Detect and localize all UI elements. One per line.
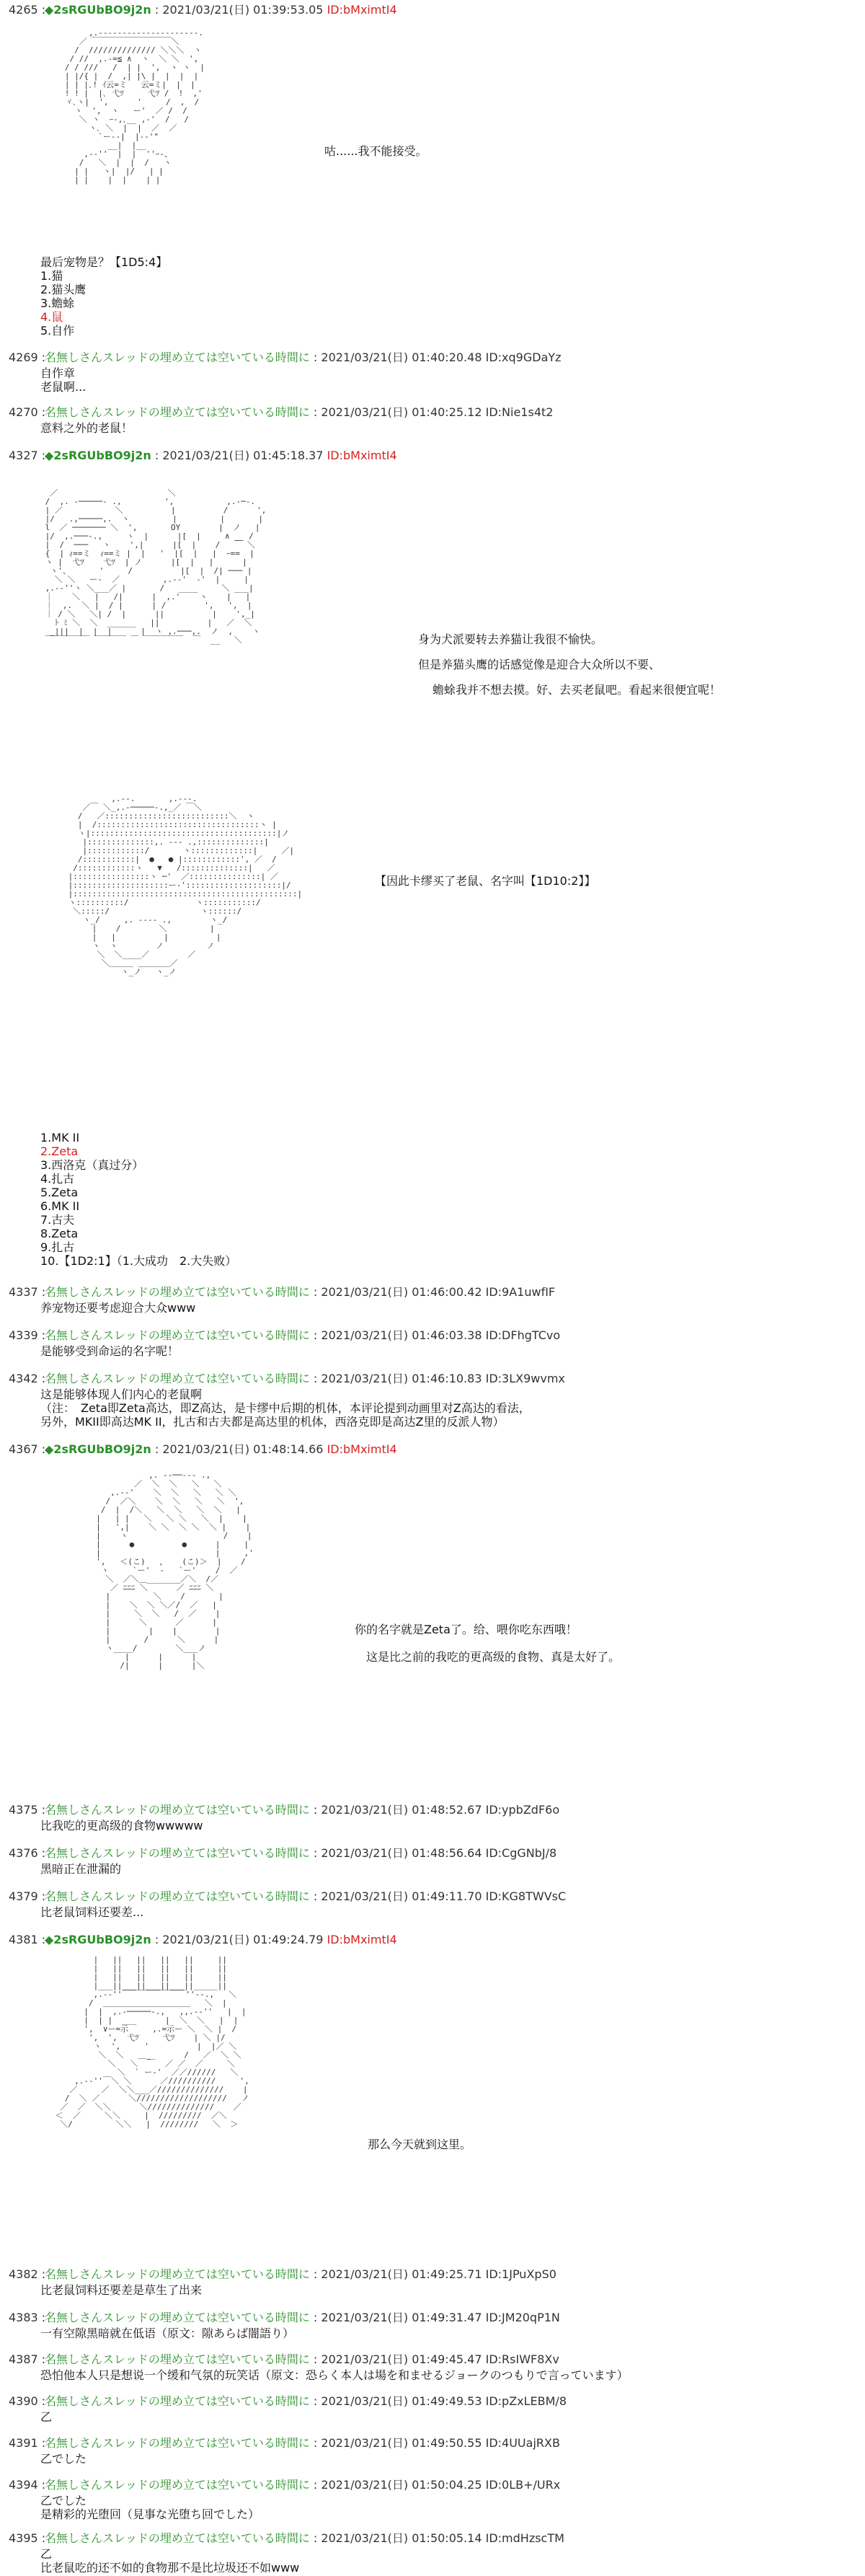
poster-name[interactable]: 名無しさんスレッドの埋め立ては空いている時間に [45, 1372, 310, 1385]
post-date: 2021/03/21(日) 01:46:00.42 [321, 1285, 482, 1299]
post-date: 2021/03/21(日) 01:50:05.14 [321, 2531, 482, 2545]
post-date: 2021/03/21(日) 01:46:03.38 [321, 1328, 482, 1342]
separator: : [151, 3, 163, 17]
poster-id[interactable]: ID:CgGNbJ/8 [485, 1846, 557, 1860]
post-4382 [0, 2267, 865, 2297]
poster-id[interactable]: ID:xq9GDaYz [485, 350, 562, 364]
post-number: 4395 : [9, 2531, 46, 2545]
post-number: 4270 : [9, 405, 46, 419]
post-date: 2021/03/21(日) 01:49:31.47 [321, 2311, 482, 2324]
post-number: 4379 : [9, 1889, 46, 1903]
body-line: 3.蟾蜍 [40, 296, 75, 310]
separator: : [309, 2352, 321, 2366]
separator: : [309, 1285, 321, 1299]
body-line: 比老鼠吃的还不如的食物那不是比垃圾还不如www [40, 2561, 300, 2575]
post-number: 4375 : [9, 1803, 46, 1817]
post-header [0, 1889, 865, 1905]
post-body [40, 255, 167, 338]
poster-id[interactable]: ID:ypbZdF6o [485, 1803, 560, 1817]
speech-line: 咕......我不能接受。 [324, 144, 427, 158]
separator: : [151, 1442, 163, 1456]
post-date: 2021/03/21(日) 01:45:18.37 [162, 449, 324, 462]
post-number: 4390 : [9, 2394, 46, 2408]
post-date: 2021/03/21(日) 01:49:11.70 [321, 1889, 482, 1903]
poster-id[interactable]: ID:0LB+/URx [485, 2478, 561, 2492]
poster-name[interactable]: 名無しさんスレッドの埋め立ては空いている時間に [45, 350, 310, 364]
body-line-selected: 4.鼠 [40, 310, 63, 324]
post-date: 2021/03/21(日) 01:49:25.71 [321, 2267, 482, 2281]
post-header [0, 2436, 865, 2452]
body-line: 比我吃的更高级的食物wwwww [40, 1819, 203, 1832]
post-4375 [0, 1803, 865, 1832]
poster-id[interactable]: ID:bMximtI4 [327, 3, 397, 17]
body-line: 养宠物还要考虑迎合大众www [40, 1301, 196, 1315]
post-number: 4337 : [9, 1285, 46, 1299]
post-header [0, 3, 865, 19]
poster-name[interactable]: 名無しさんスレッドの埋め立ては空いている時間に [45, 2436, 310, 2450]
body-line: 自作章 [40, 366, 76, 380]
body-line: 黑暗正在泄漏的 [40, 1862, 122, 1876]
post-header [0, 1328, 865, 1344]
poster-id[interactable]: ID:JM20qP1N [485, 2311, 560, 2324]
post-body [40, 2368, 629, 2382]
body-line: 乙でした [40, 2452, 87, 2466]
poster-name[interactable]: 名無しさんスレッドの埋め立ては空いている時間に [45, 2267, 310, 2281]
poster-id[interactable]: ID:RsIWF8Xv [485, 2352, 559, 2366]
separator: : [309, 1803, 321, 1817]
post-body [40, 1131, 236, 1268]
poster-id[interactable]: ID:mdHzscTM [485, 2531, 564, 2545]
body-line: 1.MK II [40, 1131, 80, 1144]
speech-line: 这是比之前的我吃的更高级的食物、真是太好了。 [366, 1650, 621, 1664]
post-4387 [0, 2352, 865, 2382]
separator: : [309, 2478, 321, 2492]
post-header [0, 2478, 865, 2494]
post-4394 [0, 2478, 865, 2521]
speech-line: 【因此卡缪买了老鼠、名字叫【1D10:2】】 [375, 874, 596, 888]
poster-id[interactable]: ID:1JPuXpS0 [485, 2267, 556, 2281]
post-4337 [0, 1285, 865, 1315]
post-body [40, 366, 86, 394]
body-line: 一有空隙黑暗就在低语（原文：隙あらば闇語り） [40, 2326, 295, 2340]
separator: : [309, 1372, 321, 1385]
body-line: 5.Zeta [40, 1186, 79, 1199]
post-number: 4367 : [9, 1442, 46, 1456]
post-header [0, 1442, 865, 1458]
body-line: 8.Zeta [40, 1227, 79, 1240]
separator: : [309, 2394, 321, 2408]
post-body [40, 2547, 299, 2575]
post-4379 [0, 1889, 865, 1919]
speech-line: 身为犬派要转去养猫让我很不愉快。 [418, 632, 603, 646]
separator: : [309, 2531, 321, 2545]
post-body [40, 1819, 203, 1832]
body-line: 恐怕他本人只是想说一个缓和气氛的玩笑话（原文：恐らく本人は場を和ませるジョークのつもりで言っています） [40, 2368, 629, 2382]
poster-trip[interactable]: ◆2sRGUbBO9j2n [45, 1933, 151, 1946]
poster-id[interactable]: ID:9A1uwfIF [485, 1285, 556, 1299]
body-line: 7.古夫 [40, 1213, 75, 1227]
post-date: 2021/03/21(日) 01:48:14.66 [162, 1442, 324, 1456]
post-4367 [0, 1442, 865, 1670]
post-body [40, 1862, 121, 1876]
ascii-art-camus-owl: ／ ＼ / ,. -─────- ., ', ,.-─-. | ／ ＼ | / ', |/ .,─────,. ヽ | | | l ／ ─────── ＼ ', OY | ノ | |/ ,.───-., ヽ | |[ | ∧ __ / | / ─── ヽ ',| |[ | / ￣ ＼ { | ｨ==ミ ｨ==ミ | | ' |[ | | ｰ== | ヽ | 弋ﾂ 弋ﾂ | ノ |[ | | | ヽ'、 ' / |[ | /| ─── | ＼ ＼ ー‐ ／ ,.-‐' ‐' | | ,.-‐''ヽ ＼___／ | / ____ ＼ ___| ｜ ＼ | /| | ,.' ヽ | | ｜ ,. ＼ | / | | / ', ', | ｜ / ＼ ＼| / | || | ',_| ﾄ ﾐ ＼ ＼ ______ || | ／ ＼ _|||_ | | | | ヽ ,.───,. ノ , ヽ ￣￣￣ ￣￣ ￣￣￣￣ ￣ ￣￣￣￣￣ ￣ __ ＼ [45, 488, 267, 645]
body-line: 1.猫 [40, 269, 63, 283]
poster-name[interactable]: 名無しさんスレッドの埋め立ては空いている時間に [45, 2311, 310, 2324]
post-4376 [0, 1846, 865, 1876]
body-line: 6.MK II [40, 1199, 80, 1213]
poster-id[interactable]: ID:KG8TWVsC [485, 1889, 567, 1903]
post-number: 4265 : [9, 3, 46, 17]
post-date: 2021/03/21(日) 01:49:24.79 [162, 1933, 324, 1946]
post-4265 [0, 3, 865, 338]
body-line: 5.自作 [40, 324, 75, 338]
post-body [40, 2326, 294, 2340]
post-header [0, 1803, 865, 1819]
separator: : [151, 449, 163, 462]
poster-name[interactable]: 名無しさんスレッドの埋め立ては空いている時間に [45, 2352, 310, 2366]
poster-id[interactable]: ID:DFhgTCvo [485, 1328, 561, 1342]
body-line: 2.猫头鹰 [40, 283, 86, 296]
post-4395 [0, 2531, 865, 2575]
body-line: 这是能够体现人们内心的老鼠啊 [40, 1388, 203, 1401]
post-date: 2021/03/21(日) 01:46:10.83 [321, 1372, 482, 1385]
post-body [40, 2410, 52, 2424]
poster-id[interactable]: ID:3LX9wvmx [485, 1372, 565, 1385]
separator: : [309, 2436, 321, 2450]
poster-name[interactable]: 名無しさんスレッドの埋め立ては空いている時間に [45, 1328, 310, 1342]
body-line: 乙 [40, 2547, 53, 2561]
speech-line: 蟾蜍我并不想去摸。好、去买老鼠吧。看起来很便宜呢！ [432, 683, 722, 697]
separator: : [309, 350, 321, 364]
post-date: 2021/03/21(日) 01:48:52.67 [321, 1803, 482, 1817]
body-line: 比老鼠饲料还要差是草生了出来 [40, 2283, 203, 2297]
poster-name[interactable]: 名無しさんスレッドの埋め立ては空いている時間に [45, 2394, 310, 2408]
poster-trip[interactable]: ◆2sRGUbBO9j2n [45, 1442, 151, 1456]
body-line: 4.扎古 [40, 1172, 75, 1186]
post-header [0, 2352, 865, 2368]
post-header [0, 2394, 865, 2410]
post-body [40, 421, 133, 435]
post-date: 2021/03/21(日) 01:40:25.12 [321, 405, 482, 419]
post-4327 [0, 449, 865, 1268]
post-number: 4383 : [9, 2311, 46, 2324]
post-header [0, 2311, 865, 2326]
poster-trip[interactable]: ◆2sRGUbBO9j2n [45, 449, 151, 462]
separator: : [309, 1328, 321, 1342]
post-body [40, 1388, 531, 1429]
poster-id[interactable]: ID:Nie1s4t2 [485, 405, 554, 419]
post-body [40, 1344, 179, 1358]
ascii-art-camus-dark: | || || || || || | || || || || || | || || || || || |___||___||___||___||_____|| ,.-‐''￣￣￣￣￣￣￣￣''‐-., ＼ / ＿＿＿＿＿＿＿＿＿＿＿ ＼ | | | ,.-─────-., ,,.-‐'' | | | | | ___ | ＼ ＼ | | ', ∨ー=示 ,.=示ー ＼ ＼ | / ', ', 弋ﾂ 弋ﾂ | ＼ |/ ヽ ', ' | |／ ＼ ＼ ＼ ＿_ / ／ ＼ ＼ ＼ ＼ ￣ ／ ／ ／ ＼ ＼ ` ー‐' ／／////// ＼ ,.-‐''￣＼ ＼ ／////////// ', ／ ／ ＼＼___／////////////// | / ＼ ／ ＼/////////////////// ノ ／ ／ ＼＼ ＼////////////// ／ ＜ ／ ＼＼ | ///////// ／＼ ＼/ ＼＼ | //////// ＼ ＞ [55, 1955, 249, 2129]
post-header [0, 1933, 865, 1949]
separator: : [309, 2311, 321, 2324]
poster-name[interactable]: 名無しさんスレッドの埋め立ては空いている時間に [45, 2531, 310, 2545]
post-body [40, 1301, 195, 1315]
poster-name[interactable]: 名無しさんスレッドの埋め立ては空いている時間に [45, 405, 310, 419]
post-header [0, 2531, 865, 2547]
post-number: 4339 : [9, 1328, 46, 1342]
post-header [0, 2267, 865, 2283]
post-number: 4381 : [9, 1933, 46, 1946]
poster-id[interactable]: ID:4UUajRXB [485, 2436, 560, 2450]
body-line: 乙でした [40, 2494, 87, 2507]
post-header [0, 449, 865, 464]
body-line: 意料之外的老鼠！ [40, 421, 133, 435]
poster-name[interactable]: 名無しさんスレッドの埋め立ては空いている時間に [45, 2478, 310, 2492]
post-number: 4269 : [9, 350, 46, 364]
body-line: 乙 [40, 2410, 53, 2424]
poster-id[interactable]: ID:bMximtI4 [327, 449, 397, 462]
separator: : [151, 1933, 163, 1946]
body-line: 是精彩的光堕回（見事な光堕ち回でした） [40, 2507, 260, 2521]
ascii-art-camus-1: ,.---------------------. ／ ￣￣￣￣￣￣￣￣￣￣＼ / ////////////// ＼＼＼ ヽ / // ,.-=≦ ∧ ヽ ＼ ＼ ', / / /// / | | ', ヽ ヽ | | |/{ | / ,| |\ | | | | | | |､! ｲ云=ミ 云=ミ| | | ! ! | |､ 弋ﾂ 弋ﾂ / ! ,' ヾ､ヽ| ', ' / , / ヽ ', ヽ ー' ／ / / ＼ ヽ ｰ-,､__ ,-' / / ヽ､ ＼ | | ／ ／ `ー--| |-‐'" __| |__ ,-‐'' | | ''ｰ-、 / ＼ | | / ヽ | | ヽ| |/ | | | | | | | | [64, 28, 205, 185]
body-line: 3.西洛克（真过分） [40, 1158, 144, 1172]
post-date: 2021/03/21(日) 01:49:49.53 [321, 2394, 482, 2408]
post-4391 [0, 2436, 865, 2466]
post-body [40, 2452, 86, 2466]
post-header [0, 350, 865, 366]
post-header [0, 1285, 865, 1301]
poster-trip[interactable]: ◆2sRGUbBO9j2n [45, 3, 151, 17]
post-header [0, 405, 865, 421]
body-line: 9.扎古 [40, 1240, 75, 1254]
post-4339 [0, 1328, 865, 1358]
post-4390 [0, 2394, 865, 2424]
poster-id[interactable]: ID:bMximtI4 [327, 1933, 397, 1946]
poster-id[interactable]: ID:bMximtI4 [327, 1442, 397, 1456]
body-line: 另外，MKII即高达MK II，扎古和古夫都是高达里的机体，西洛克即是高达Z里的反派人物） [40, 1415, 505, 1429]
post-header [0, 1372, 865, 1388]
post-body [40, 2283, 202, 2297]
post-4270 [0, 405, 865, 435]
post-number: 4387 : [9, 2352, 46, 2366]
speech-line: 那么今天就到这里。 [368, 2138, 472, 2151]
post-number: 4342 : [9, 1372, 46, 1385]
post-date: 2021/03/21(日) 01:40:20.48 [321, 350, 482, 364]
body-line: 最后宠物是？【1D5:4】 [40, 255, 168, 269]
post-4381 [0, 1933, 865, 2151]
speech-line: 你的名字就是Zeta了。给、喂你吃东西哦！ [355, 1623, 577, 1636]
separator: : [309, 2267, 321, 2281]
post-date: 2021/03/21(日) 01:50:04.25 [321, 2478, 482, 2492]
post-number: 4382 : [9, 2267, 46, 2281]
body-line: （注： Zeta即Zeta高达，即Z高达，是卡缪中后期的机体，本评论提到动画里对Z高达的看法， [40, 1401, 531, 1415]
post-number: 4376 : [9, 1846, 46, 1860]
post-date: 2021/03/21(日) 01:39:53.05 [162, 3, 324, 17]
post-number: 4327 : [9, 449, 46, 462]
poster-id[interactable]: ID:pZxLEBM/8 [485, 2394, 567, 2408]
post-body [40, 1905, 143, 1919]
post-4383 [0, 2311, 865, 2340]
poster-name[interactable]: 名無しさんスレッドの埋め立ては空いている時間に [45, 1889, 310, 1903]
body-line-selected: 2.Zeta [40, 1144, 79, 1158]
post-header [0, 1846, 865, 1862]
post-4342 [0, 1372, 865, 1429]
separator: : [309, 405, 321, 419]
post-body [40, 2494, 260, 2521]
post-number: 4391 : [9, 2436, 46, 2450]
speech-line: 但是养猫头鹰的话感觉像是迎合大众所以不要、 [418, 658, 661, 671]
body-line: 比老鼠饲料还要差... [40, 1905, 144, 1919]
poster-name[interactable]: 名無しさんスレッドの埋め立ては空いている時間に [45, 1285, 310, 1299]
post-number: 4394 : [9, 2478, 46, 2492]
ascii-art-zeta-mouse: ,. --──--- ., ／ ＼ ＼ ＼ ＼ ,.-‐' ＼ ＼ ＼ ＼ ＼ / ／＼ ＼ ＼ ＼ ＼ ', / | /＼ ＼ ＼ ＼ ＼ | | | | ＼ ＼ ＼ ＼ | | | ',| ＼ ＼ ＼ ＼ ＼ | | | ヽ / | | ● ● | | | | ,' ', ＜(こ) ， (こ)＞ | / ヽ `ー' ‐ `ー' / ／ ＼ ／＼＿_______／＼ /／ ／ ﾆﾆﾆ ＼ ／ ﾆﾆﾆ ＼ | ＼ / | | ＼ ＼ ＼／/ ／ | | ＼ ＼ / ／ | | ＼ ／ | | | | | | / ＼ | ヽ____/ ＼___ノ | | | /| | |＼ [96, 1470, 254, 1670]
ascii-art-mouse: ,.--. ,.-‐-. ／￣ ＼_,.-─────-.,_／ ￣＼ / ／::::::::::::::::::::::::::＼ ヽ | /::::::::::::::::::::::::::::::::::ヽ | ヽ|:::::::::::::::::::::::::::::::::::::::|ノ |::::::::::::::,. --- .,::::::::::::::| |::::::::::::/ ヽ:::::::::::::| ／| /:::::::::::| ● ● |::::::::::::', ／ / /::::::::::::ヽ ▼ /::::::::::::::| ／ |::::::::::::::::ヽ ─' ／:::::::::::::::| ／ |::::::::::::::::::::ー-'::::::::::::::::::::|/ |:::::::::::::::::::::::::::::::::::::::::::::::| ヽ::::::::::/ ヽ:::::::::::/ ＼:::::/ ヽ::::::/ ヽ_/ ,. ---- ., ヽ_/ | / ＼ | | | | | ヽ ヽ ノ ノ ＼ ＼____／ ／ ＼＿＿＿ ＿＿＿＿／ ヽ_ノ ヽ_ノ [68, 794, 303, 976]
body-line: 是能够受到命运的名字呢！ [40, 1344, 179, 1358]
post-date: 2021/03/21(日) 01:49:50.55 [321, 2436, 482, 2450]
separator: : [309, 1846, 321, 1860]
post-4269 [0, 350, 865, 394]
body-line: 老鼠啊... [40, 380, 86, 394]
post-date: 2021/03/21(日) 01:48:56.64 [321, 1846, 482, 1860]
body-line: 10.【1D2:1】（1.大成功 2.大失败） [40, 1254, 237, 1268]
poster-name[interactable]: 名無しさんスレッドの埋め立ては空いている時間に [45, 1803, 310, 1817]
post-date: 2021/03/21(日) 01:49:45.47 [321, 2352, 482, 2366]
separator: : [309, 1889, 321, 1903]
poster-name[interactable]: 名無しさんスレッドの埋め立ては空いている時間に [45, 1846, 310, 1860]
